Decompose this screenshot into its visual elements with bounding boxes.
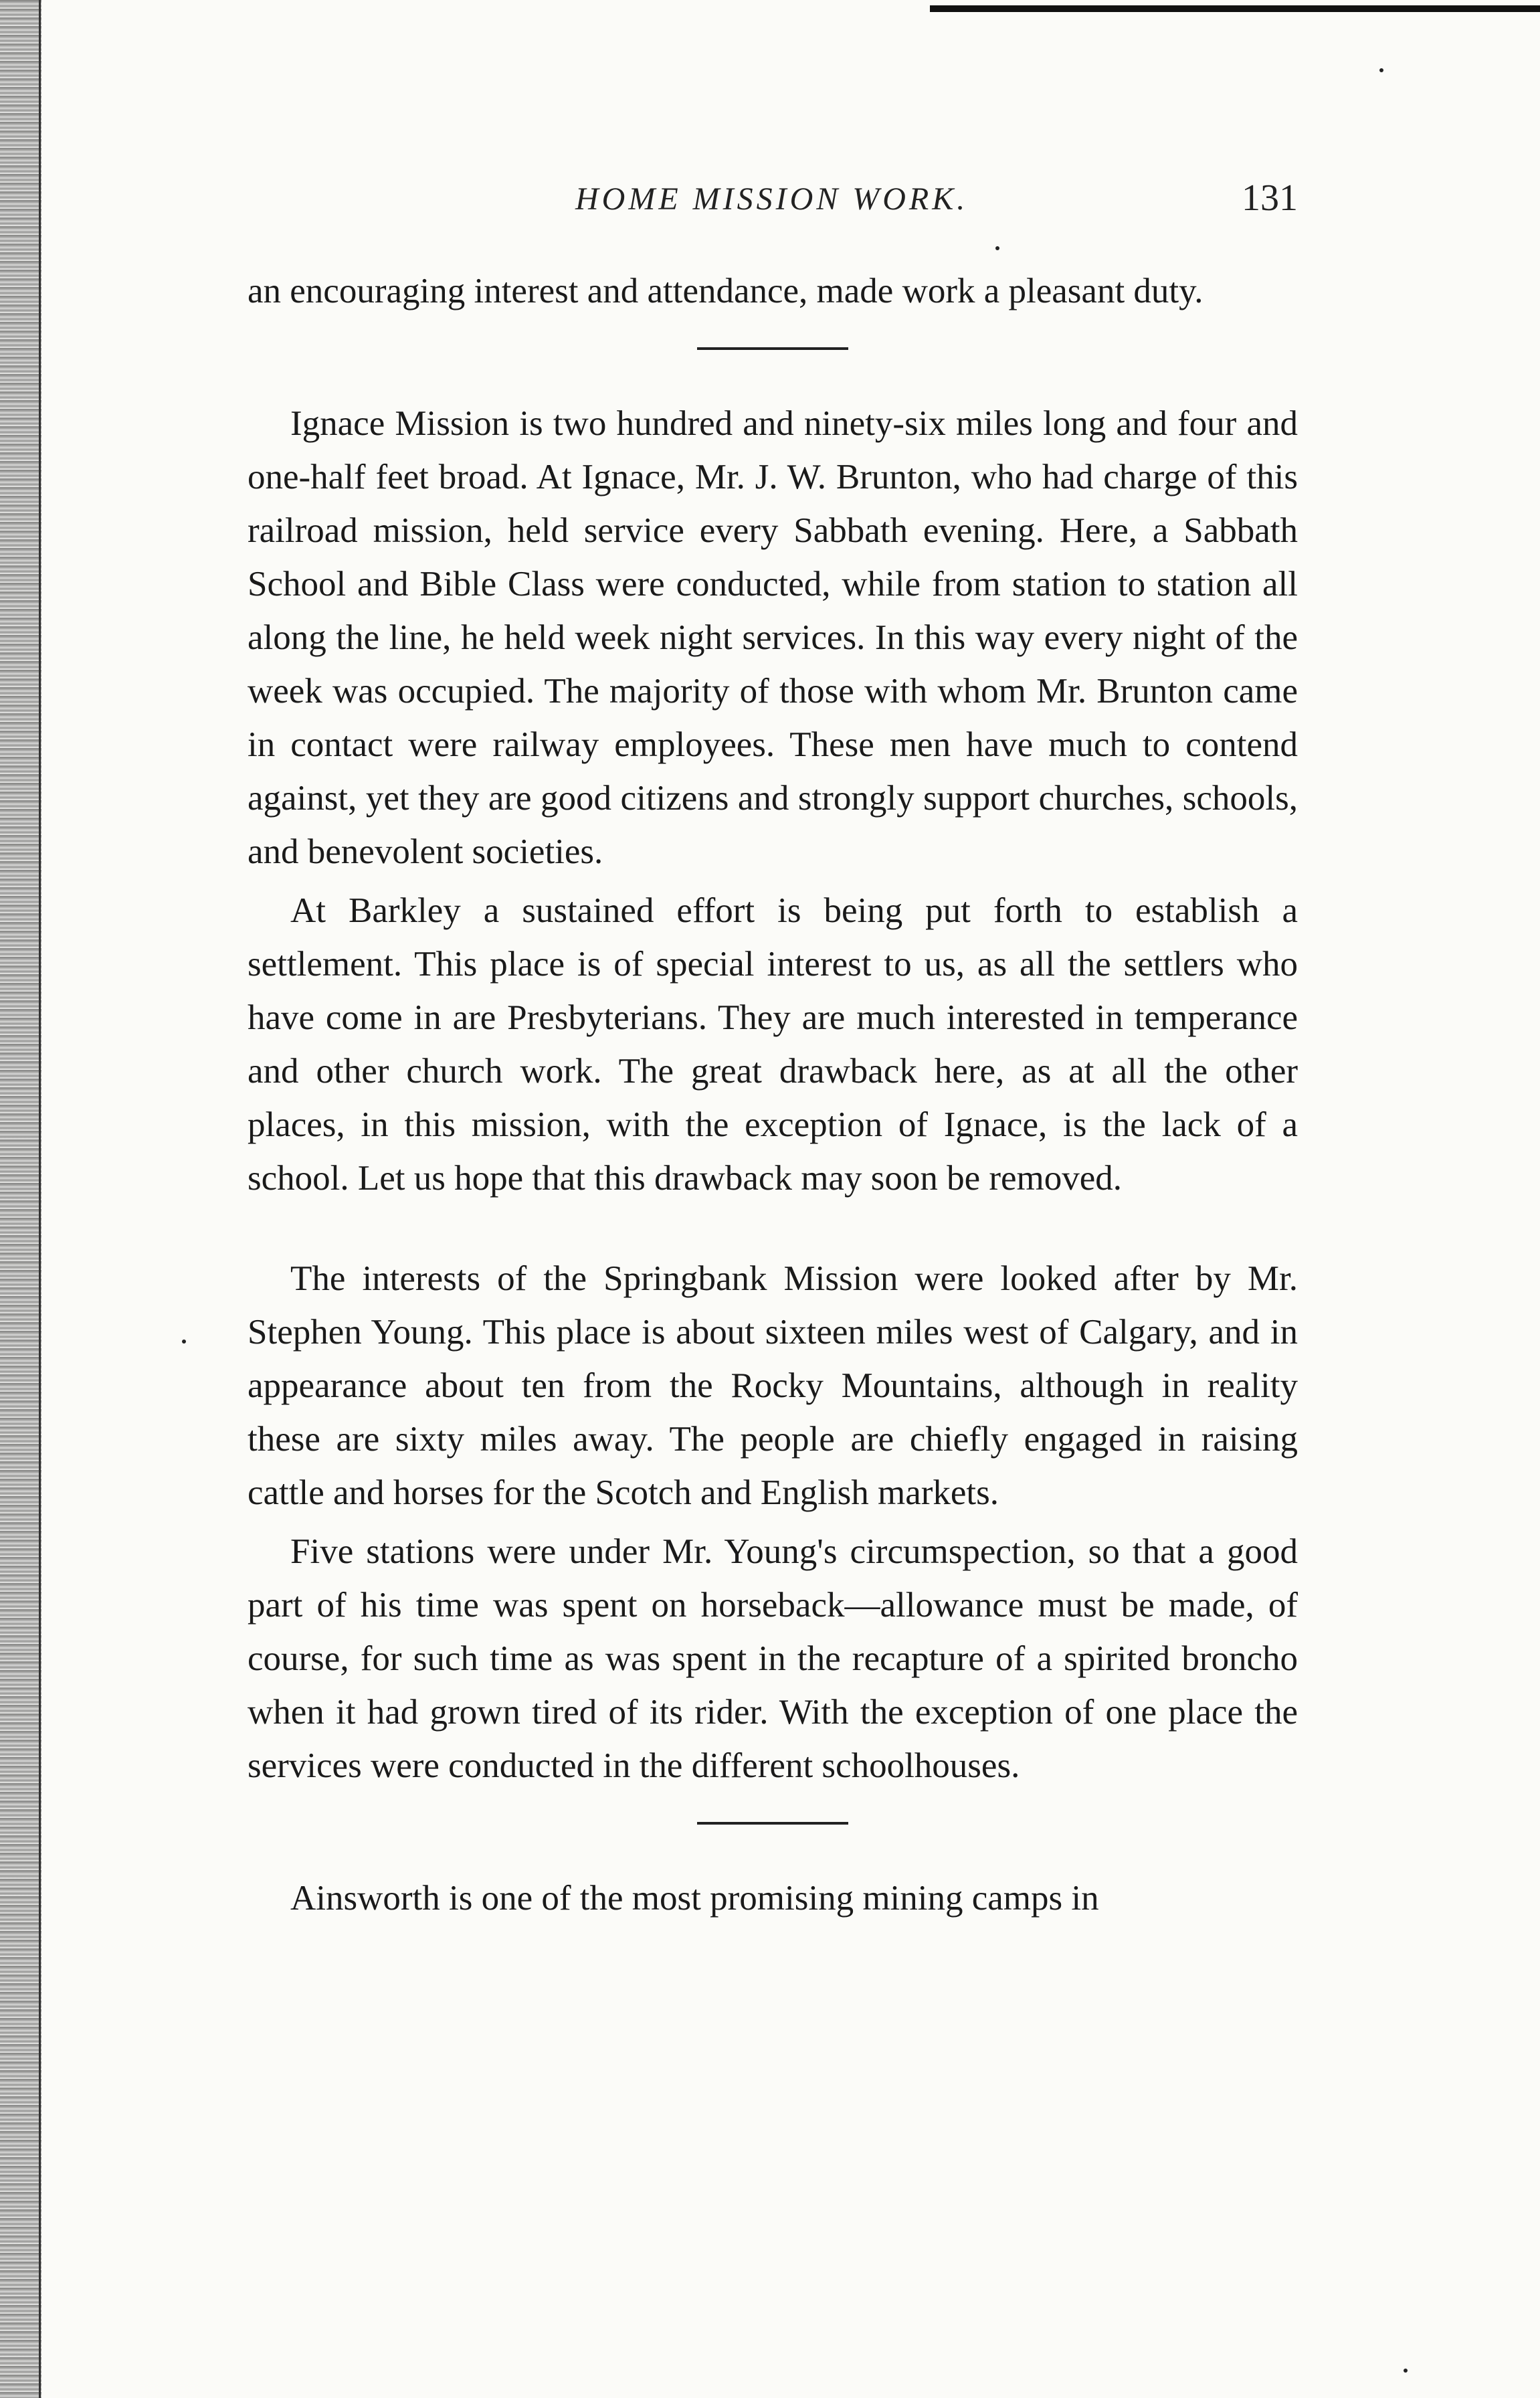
paragraph-ainsworth: Ainsworth is one of the most promising mining camps in xyxy=(290,1879,1099,1918)
print-speck xyxy=(1404,2369,1408,2373)
page-number: 131 xyxy=(1242,177,1298,219)
section-divider-space xyxy=(248,1205,1298,1252)
print-speck xyxy=(995,246,999,250)
running-head: HOME MISSION WORK. xyxy=(575,181,969,217)
binding-margin-line xyxy=(39,0,41,2398)
page-header xyxy=(248,177,1298,241)
paragraph-ignace-mission: Ignace Mission is two hundred and ninety-six miles long and four and one-half feet broad. At Ignace, Mr. J. W. Brunton, who had charge of this railroad mission, held service every Sabbath evening. Here, a Sabbath School and Bible Class were conducted, while from station to station all along the line, he held week night services. In this way every night of the week was occupied. The majority of those with whom Mr. Brunton came in contact were railway employees. These men have much to contend against, yet they are good citizens and strongly support churches, schools, and benevolent societies. xyxy=(248,404,1298,871)
page-binding-edge xyxy=(0,0,41,2398)
print-speck xyxy=(182,1340,186,1344)
paragraph-springbank-mission: The interests of the Springbank Mission were looked after by Mr. Stephen Young. This place is about sixteen miles west of Calgary, and in appearance about ten from the Rocky Mountains, although in reality these are sixty miles away. The people are chiefly engaged in raising cattle and horses for the Scotch and English markets. xyxy=(248,1259,1298,1512)
paragraph-continuation: an encouraging interest and attendance, made work a pleasant duty. xyxy=(248,272,1204,310)
top-edge-rule xyxy=(930,5,1540,12)
paragraph-five-stations: Five stations were under Mr. Young's circumspection, so that a good part of his time was spent on horseback—allowance must be made, of course, for such time as was spent in the recapture of a spirited broncho when it had grown tired of its rider. With the exception of one place the services were conducted in the different schoolhouses. xyxy=(248,1532,1298,1785)
section-divider xyxy=(697,347,848,350)
page-body xyxy=(248,264,1298,1925)
print-speck xyxy=(1379,68,1383,72)
section-divider xyxy=(697,1822,848,1825)
paragraph-barkley: At Barkley a sustained effort is being put forth to establish a settlement. This place is of special interest to us, as all the settlers who have come in are Presbyterians. They are much interested in temperance and other church work. The great drawback here, as at all the other places, in this mission, with the exception of Ignace, is the lack of a school. Let us hope that this drawback may soon be removed. xyxy=(248,891,1298,1198)
